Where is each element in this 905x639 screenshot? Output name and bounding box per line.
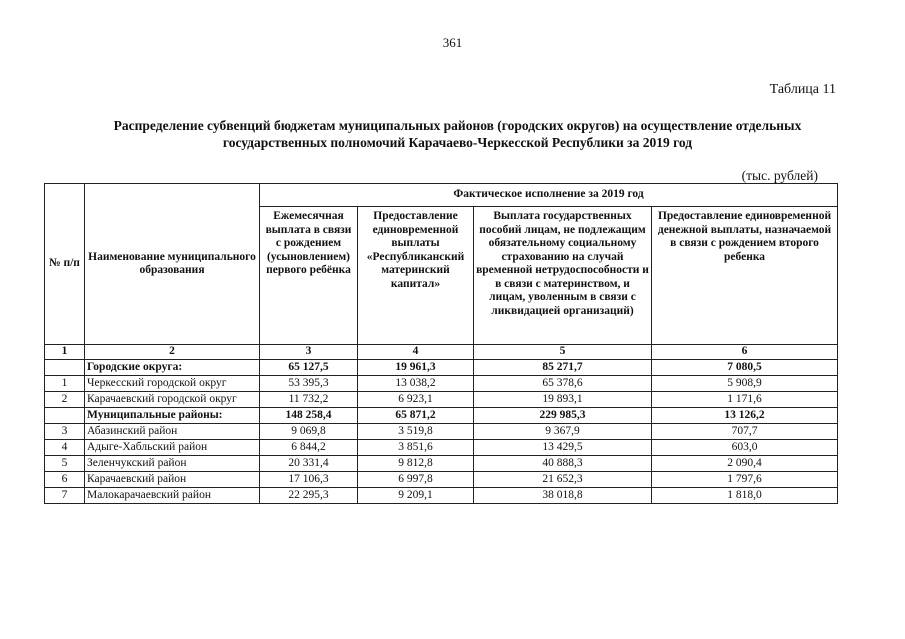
value-cell: 13 126,2 xyxy=(652,408,838,424)
row-name: Абазинский район xyxy=(85,424,260,440)
row-number: 5 xyxy=(45,456,85,472)
value-cell: 5 908,9 xyxy=(652,376,838,392)
row-name: Черкесский городской округ xyxy=(85,376,260,392)
column-number-row xyxy=(45,345,838,360)
value-cell: 1 797,6 xyxy=(652,472,838,488)
header-col-6: Предоставление единовременной денежной выплаты, назначаемой в связи с рождением второго ребенка xyxy=(652,207,838,345)
value-cell: 13 429,5 xyxy=(474,440,652,456)
table-row xyxy=(45,424,838,440)
column-number: 3 xyxy=(260,345,358,360)
header-col-5: Выплата государственных пособий лицам, не подлежащим обязательному социальному страхованию на случай временной нетрудоспособности и в связи с материнством, и лицам, уволенным в связи с ликвидацией организаций) xyxy=(474,207,652,345)
column-number: 5 xyxy=(474,345,652,360)
value-cell: 65 127,5 xyxy=(260,360,358,376)
row-number: 6 xyxy=(45,472,85,488)
value-cell: 6 844,2 xyxy=(260,440,358,456)
table-row xyxy=(45,472,838,488)
value-cell: 7 080,5 xyxy=(652,360,838,376)
value-cell: 13 038,2 xyxy=(358,376,474,392)
value-cell: 229 985,3 xyxy=(474,408,652,424)
value-cell: 65 378,6 xyxy=(474,376,652,392)
row-name: Карачаевский городской округ xyxy=(85,392,260,408)
value-cell: 9 209,1 xyxy=(358,488,474,504)
value-cell: 22 295,3 xyxy=(260,488,358,504)
value-cell: 19 961,3 xyxy=(358,360,474,376)
value-cell: 11 732,2 xyxy=(260,392,358,408)
value-cell: 38 018,8 xyxy=(474,488,652,504)
value-cell: 2 090,4 xyxy=(652,456,838,472)
units-label: (тыс. рублей) xyxy=(741,168,818,183)
value-cell: 603,0 xyxy=(652,440,838,456)
header-name: Наименование муниципального образования xyxy=(85,184,260,345)
column-number: 6 xyxy=(652,345,838,360)
value-cell: 148 258,4 xyxy=(260,408,358,424)
header-col-4: Предоставление единовременной выплаты «Республиканский материнский капитал» xyxy=(358,207,474,345)
value-cell: 21 652,3 xyxy=(474,472,652,488)
row-number: 3 xyxy=(45,424,85,440)
value-cell: 53 395,3 xyxy=(260,376,358,392)
row-number xyxy=(45,360,85,376)
table-row xyxy=(45,488,838,504)
row-name: Городские округа: xyxy=(85,360,260,376)
value-cell: 6 997,8 xyxy=(358,472,474,488)
value-cell: 19 893,1 xyxy=(474,392,652,408)
value-cell: 6 923,1 xyxy=(358,392,474,408)
row-name: Адыге-Хабльский район xyxy=(85,440,260,456)
value-cell: 9 069,8 xyxy=(260,424,358,440)
table-row-group xyxy=(45,408,838,424)
header-no: № п/п xyxy=(45,184,85,345)
table-label: Таблица 11 xyxy=(769,82,836,97)
row-name: Малокарачаевский район xyxy=(85,488,260,504)
value-cell: 9 367,9 xyxy=(474,424,652,440)
row-number xyxy=(45,408,85,424)
row-number: 1 xyxy=(45,376,85,392)
row-name: Карачаевский район xyxy=(85,472,260,488)
value-cell: 3 519,8 xyxy=(358,424,474,440)
table-row xyxy=(45,376,838,392)
table-row xyxy=(45,392,838,408)
value-cell: 85 271,7 xyxy=(474,360,652,376)
value-cell: 1 818,0 xyxy=(652,488,838,504)
value-cell: 707,7 xyxy=(652,424,838,440)
header-col-3: Ежемесячная выплата в связи с рождением (усыновлением) первого ребёнка xyxy=(260,207,358,345)
value-cell: 17 106,3 xyxy=(260,472,358,488)
table-row xyxy=(45,456,838,472)
title-line-2: государственных полномочий Карачаево-Черкесской Республики за 2019 год xyxy=(222,135,693,150)
value-cell: 3 851,6 xyxy=(358,440,474,456)
row-name: Зеленчукский район xyxy=(85,456,260,472)
document-title xyxy=(40,117,875,151)
value-cell: 40 888,3 xyxy=(474,456,652,472)
header-group: Фактическое исполнение за 2019 год xyxy=(260,184,838,207)
column-number: 4 xyxy=(358,345,474,360)
subvention-table xyxy=(44,183,838,504)
value-cell: 20 331,4 xyxy=(260,456,358,472)
table-row-group xyxy=(45,360,838,376)
table-row xyxy=(45,440,838,456)
title-line-1: Распределение субвенций бюджетам муниципальных районов (городских округов) на осуществление отдельных xyxy=(113,118,802,133)
value-cell: 9 812,8 xyxy=(358,456,474,472)
row-number: 4 xyxy=(45,440,85,456)
row-name: Муниципальные районы: xyxy=(85,408,260,424)
value-cell: 65 871,2 xyxy=(358,408,474,424)
column-number: 2 xyxy=(85,345,260,360)
row-number: 2 xyxy=(45,392,85,408)
value-cell: 1 171,6 xyxy=(652,392,838,408)
page-number: 361 xyxy=(442,35,463,50)
column-number: 1 xyxy=(45,345,85,360)
row-number: 7 xyxy=(45,488,85,504)
